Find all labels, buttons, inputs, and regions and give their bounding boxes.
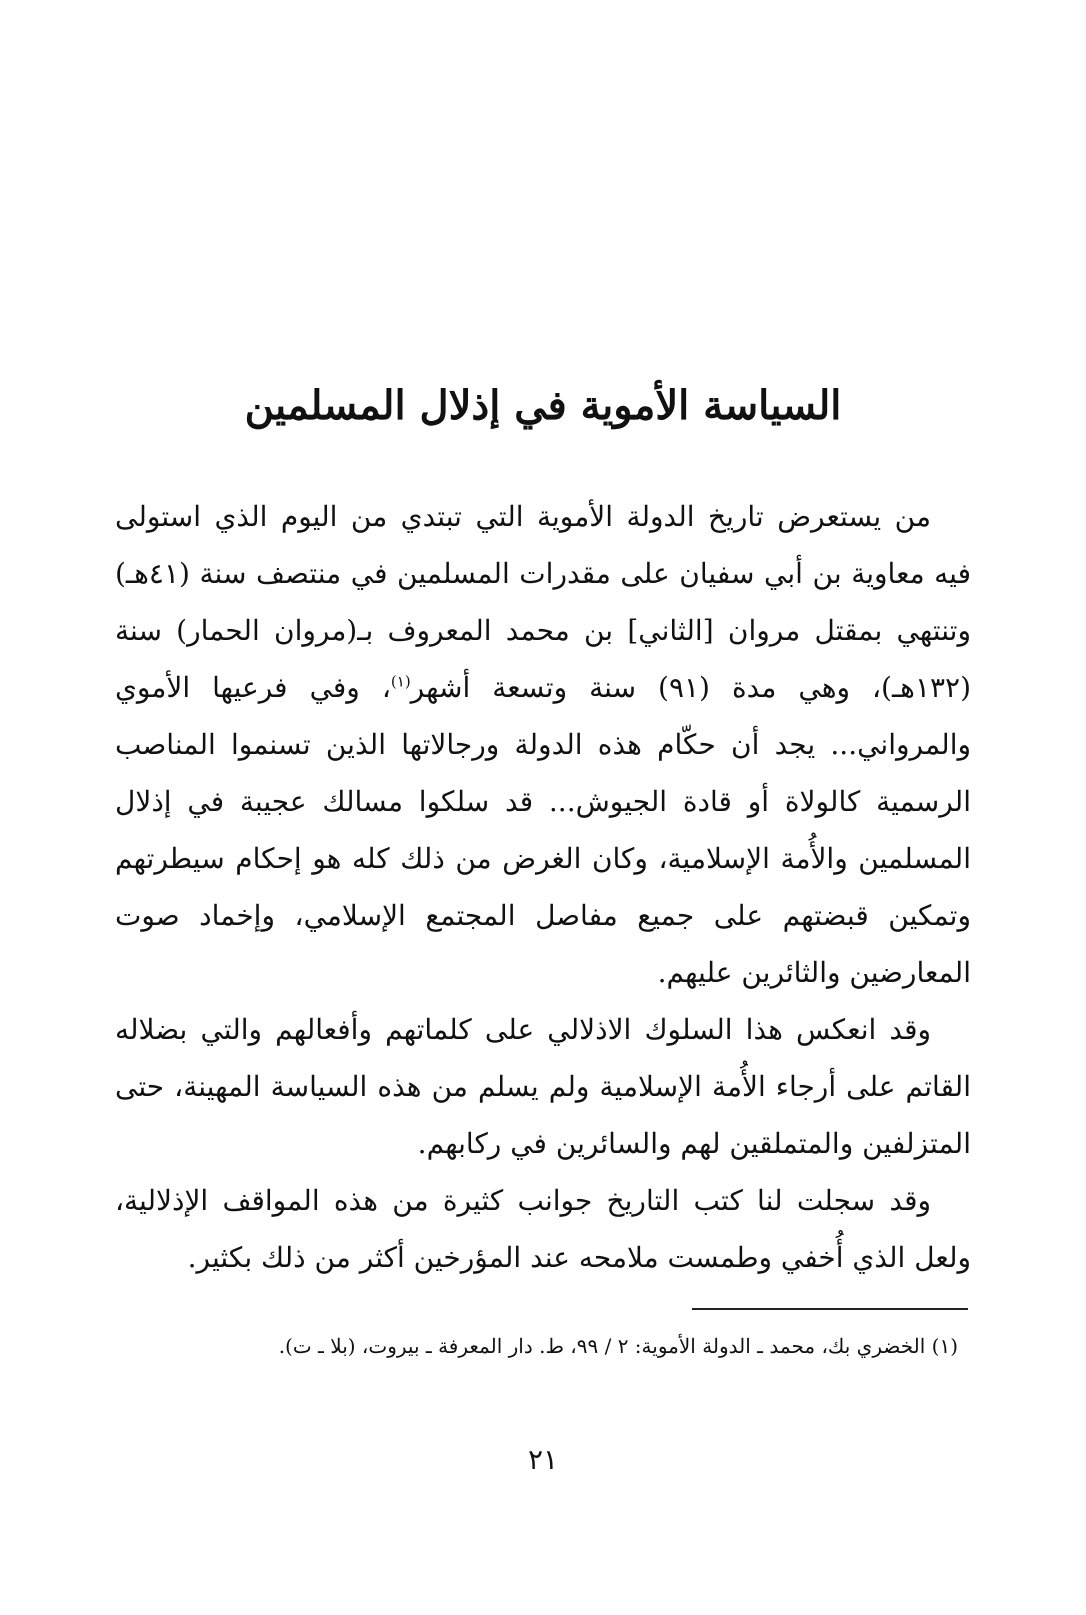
paragraph-2: وقد انعكس هذا السلوك الاذلالي على كلماتهم وأفعالهم والتي بضلاله القاتم على أرجاء الأُمة الإسلامية ولم يسلم من هذه السياسة المهينة، حتى المتزلفين والمتملقين لهم والسائرين في ركابهم. <box>115 1013 971 1160</box>
footnote: (١) الخضري بك، محمد ـ الدولة الأموية: ٢ / ٩٩، ط. دار المعرفة ـ بيروت، (بلا ـ ت). <box>278 1334 958 1358</box>
body-text <box>115 488 971 1286</box>
chapter-title: السياسة الأموية في إذلال المسلمين <box>244 382 842 429</box>
footnote-reference: (١) <box>390 672 411 691</box>
footnote-divider <box>692 1308 968 1310</box>
paragraph-1-part-b: ، وفي فرعيها الأموي والمرواني... يجد أن حكّام هذه الدولة ورجالاتها الذين تسنموا المناصب الرسمية كالولاة أو قادة الجيوش... قد سلكوا مسالك عجيبة في إذلال المسلمين والأُمة الإسلامية، وكان الغرض من ذلك كله هو إحكام سيطرتهم وتمكين قبضتهم على جميع مفاصل المجتمع الإسلامي، وإخماد صوت المعارضين والثائرين عليهم. <box>115 671 971 989</box>
paragraph-3: وقد سجلت لنا كتب التاريخ جوانب كثيرة من هذه المواقف الإذلالية، ولعل الذي أُخفي وطمست ملامحه عند المؤرخين أكثر من ذلك بكثير. <box>115 1184 971 1274</box>
paragraph-1 <box>115 488 971 1001</box>
paragraph-1-part-a: من يستعرض تاريخ الدولة الأموية التي تبتدي من اليوم الذي استولى فيه معاوية بن أبي سفيان على مقدرات المسلمين في منتصف سنة (٤١هـ) وتنتهي بمقتل مروان [الثاني] بن محمد المعروف بـ(مروان الحمار) سنة (١٣٢هـ)، وهي مدة (٩١) سنة وتسعة أشهر <box>115 500 971 704</box>
page-number: ٢١ <box>527 1443 559 1476</box>
